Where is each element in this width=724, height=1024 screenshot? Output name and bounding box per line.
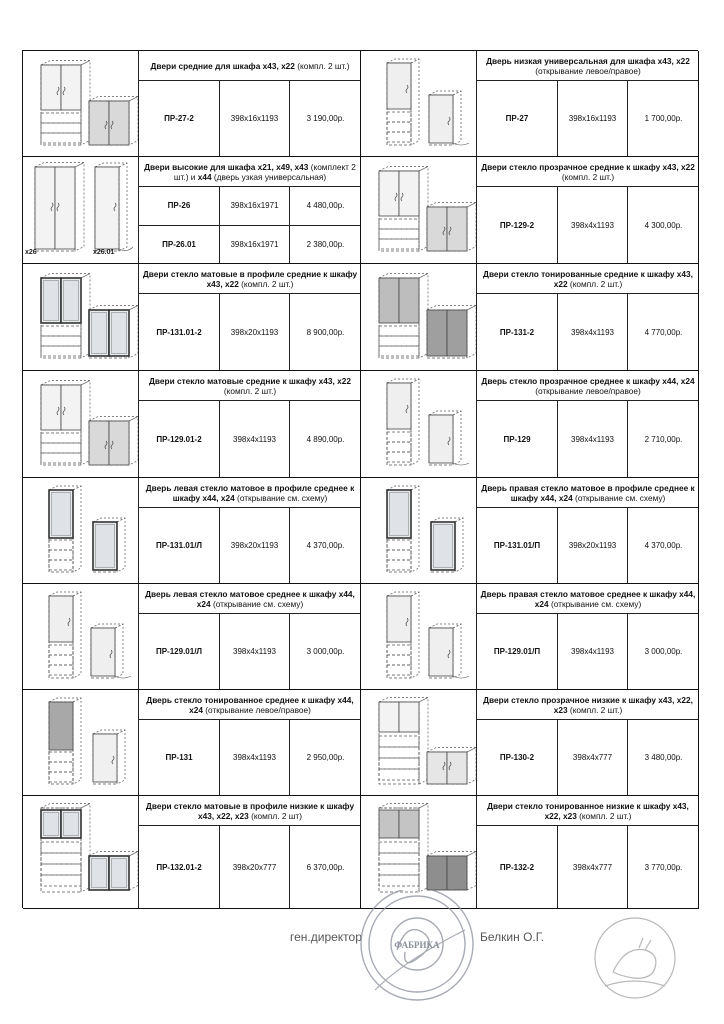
article-code: ПР-129.01/Л [155, 647, 203, 656]
article-code: ПР-131-2 [499, 327, 535, 337]
product-cell [361, 371, 699, 478]
price-row [477, 294, 699, 370]
price-row [139, 187, 361, 225]
article-code: ПР-132.01-2 [156, 862, 202, 872]
cabinet-illustration [361, 690, 477, 795]
cabinet-illustration [23, 584, 139, 689]
product-cell [361, 157, 699, 264]
price: 6 370,00р. [289, 826, 361, 908]
article-code: ПР-131.01-2 [156, 327, 202, 337]
product-title [139, 690, 361, 720]
title-note: (открывание см. схему) [548, 599, 642, 609]
dimensions: 398х4х1193 [557, 187, 627, 263]
price-row [477, 720, 699, 795]
title-main: Дверь низкая универсальная для шкафа х43, х22 [486, 55, 690, 66]
title-main: Двери стекло матовые в профиле низкие к шкафу х43, х22, х23 [145, 800, 355, 821]
product-cell [23, 478, 361, 584]
dimensions: 398х4х777 [557, 720, 627, 795]
title-note: (компл. 2 шт.) [223, 386, 277, 396]
article-code: ПР-131.01/Л [155, 541, 203, 550]
price-row [477, 508, 699, 583]
product-title [139, 584, 361, 614]
price: 2 380,00р. [289, 226, 361, 264]
title-main-2: х44 [197, 172, 212, 182]
dimensions: 398х20х1193 [557, 508, 627, 583]
title-note: (компл. 2 шт.) [561, 172, 615, 182]
cabinet-illustration [23, 796, 139, 902]
product-cell [361, 264, 699, 371]
title-main: Двери стекло прозрачное средние к шкафу х43, х22 [481, 161, 695, 172]
dimensions: 398х16х1971 [219, 187, 289, 225]
cabinet-illustration [361, 51, 477, 156]
title-main: Дверь левая стекло матовое в профиле среднее к шкафу х44, х24 [145, 482, 355, 503]
company-seal [345, 890, 495, 1022]
product-cell [361, 478, 699, 584]
price: 8 900,00р. [289, 294, 361, 370]
product-title [477, 584, 699, 614]
title-note: (компл. 2 шт.) [567, 705, 623, 715]
article-code: ПР-131 [165, 753, 193, 762]
cabinet-drawing [361, 264, 477, 370]
article-code: ПР-130-2 [499, 753, 535, 762]
dimensions: 398х16х1971 [219, 226, 289, 264]
price-row [477, 81, 699, 156]
cabinet-illustration [23, 478, 139, 583]
title-main: Двери стекло прозрачное низкие к шкафу х43, х22, х23 [483, 694, 693, 715]
product-cell [23, 690, 361, 796]
title-main: Двери стекло матовые средние к шкафу х43, х22 [149, 375, 351, 386]
dimensions: 398х4х1193 [219, 614, 289, 689]
cabinet-drawing [23, 584, 139, 689]
drawing-label: х26 [25, 249, 37, 256]
product-title [477, 796, 699, 826]
dimensions: 398х20х1193 [219, 294, 289, 370]
product-title [139, 478, 361, 508]
product-title [139, 796, 361, 826]
price-row [477, 614, 699, 689]
signature-name: Белкин О.Г. [480, 930, 545, 944]
cabinet-drawing [361, 51, 477, 156]
title-note: (компл. 2 шт.) [576, 811, 632, 821]
dimensions: 398х20х1193 [219, 508, 289, 583]
dimensions: 398х4х777 [557, 826, 627, 908]
product-cell [361, 584, 699, 690]
dimensions: 398х4х1193 [219, 720, 289, 795]
title-note: (открывание левое/правое) [535, 386, 641, 396]
price-row [139, 720, 361, 795]
footer [0, 890, 724, 1024]
cabinet-drawing [361, 478, 477, 583]
cabinet-illustration [23, 264, 139, 370]
article-code: ПР-27-2 [164, 114, 194, 123]
cabinet-drawing [23, 51, 139, 156]
product-title [477, 478, 699, 508]
product-title [477, 264, 699, 294]
cabinet-drawing [23, 157, 139, 263]
price: 1 700,00р. [627, 81, 699, 156]
cabinet-drawing [23, 371, 139, 477]
article-code: ПР-26 [167, 201, 191, 211]
title-note: (открывание см. схему) [234, 493, 328, 503]
cabinet-drawing [23, 478, 139, 583]
title-note-2: (дверь узкая универсальная) [211, 172, 327, 182]
dimensions: 398х16х1193 [557, 81, 627, 156]
cabinet-illustration [361, 478, 477, 583]
title-note: (комплект 2 шт.) и [173, 161, 356, 182]
cabinet-illustration [361, 796, 477, 902]
product-title [477, 157, 699, 187]
title-note: (компл. 2 шт.) [567, 279, 623, 289]
title-main: Двери стекло тонированное низкие к шкафу х43, х22, х23 [487, 800, 689, 821]
dimensions: 398х4х1193 [557, 614, 627, 689]
dimensions: 398х4х1193 [219, 401, 289, 477]
price: 3 190,00р. [289, 81, 361, 156]
article-code: ПР-26.01 [162, 239, 196, 249]
cabinet-drawing [23, 264, 139, 370]
price: 3 000,00р. [289, 614, 361, 689]
article-code: ПР-132-2 [499, 862, 535, 872]
price: 4 370,00р. [627, 508, 699, 583]
article-code: ПР-131.01/П [493, 541, 541, 550]
price: 3 000,00р. [627, 614, 699, 689]
price: 4 770,00р. [627, 294, 699, 370]
title-main: Дверь стекло тонированное среднее к шкафу х44, х24 [146, 694, 354, 715]
article-code: ПР-129.01-2 [156, 434, 202, 444]
product-title [139, 371, 361, 401]
cabinet-illustration [361, 157, 477, 263]
cabinet-illustration [23, 690, 139, 795]
product-title [139, 264, 361, 294]
cabinet-illustration [361, 371, 477, 477]
cabinet-illustration [23, 51, 139, 156]
signature-title: ген.директор [290, 930, 362, 944]
title-main: Дверь правая стекло матовое среднее к шкафу х44, х24 [480, 588, 696, 609]
price: 4 890,00р. [289, 401, 361, 477]
price-row [139, 401, 361, 477]
article-code: ПР-27 [505, 114, 529, 123]
cabinet-illustration [23, 157, 139, 263]
title-main: Дверь правая стекло матовое в профиле среднее к шкафу х44, х24 [481, 482, 695, 503]
price: 3 480,00р. [627, 720, 699, 795]
title-main: Двери высокие для шкафа х21, х49, х43 [144, 161, 309, 172]
title-main: Двери средние для шкафа х43, х22 [150, 60, 295, 71]
cabinet-drawing [361, 371, 477, 477]
product-title [477, 690, 699, 720]
product-cell [361, 690, 699, 796]
title-main: Двери стекло тонированные средние к шкафу х43, х22 [483, 268, 693, 289]
price-row [139, 294, 361, 370]
title-main: Двери стекло матовые в профиле средние к шкафу х43, х22 [142, 268, 358, 289]
svg-text:ФАБРИКА: ФАБРИКА [394, 940, 440, 950]
price: 2 710,00р. [627, 401, 699, 477]
product-title [477, 51, 699, 81]
price-row [139, 225, 361, 264]
price: 4 300,00р. [627, 187, 699, 263]
title-note: (компл. 2 шт) [248, 811, 302, 821]
product-cell [23, 371, 361, 478]
product-title [477, 371, 699, 401]
title-note: (компл. 2 шт.) [238, 279, 294, 289]
product-cell [23, 51, 361, 157]
product-title [139, 157, 361, 187]
article-code: ПР-129-2 [499, 220, 535, 230]
title-note: (компл. 2 шт.) [294, 60, 350, 71]
title-note: (открывание левое/правое) [535, 66, 641, 76]
title-main: Дверь левая стекло матовое среднее к шкафу х44, х24 [145, 588, 355, 609]
product-cell [361, 51, 699, 157]
title-note: (открывание см. схему) [210, 599, 304, 609]
title-main: Дверь стекло прозрачное среднее к шкафу х44, х24 [481, 375, 695, 386]
dimensions: 398х4х1193 [557, 294, 627, 370]
product-title [139, 51, 361, 81]
drawing-label: х26.01 [93, 249, 115, 256]
cabinet-illustration [361, 264, 477, 370]
logo-stamp [585, 910, 685, 1010]
cabinet-drawing [361, 690, 477, 795]
price-row [139, 81, 361, 156]
price: 3 770,00р. [627, 826, 699, 908]
price-table [22, 50, 698, 908]
price-row [139, 614, 361, 689]
cabinet-drawing [23, 690, 139, 795]
dimensions: 398х16х1193 [219, 81, 289, 156]
product-cell [23, 584, 361, 690]
article-code: ПР-129 [503, 434, 531, 444]
product-cell [23, 264, 361, 371]
price: 2 950,00р. [289, 720, 361, 795]
price: 4 480,00р. [289, 187, 361, 225]
dimensions: 398х20х777 [219, 826, 289, 908]
price-row [139, 508, 361, 583]
cabinet-drawing [361, 157, 477, 263]
dimensions: 398х4х1193 [557, 401, 627, 477]
product-cell [23, 157, 361, 264]
price: 4 370,00р. [289, 508, 361, 583]
price-row [477, 401, 699, 477]
title-note: (открывание левое/правое) [202, 705, 311, 715]
price-row [477, 187, 699, 263]
article-code: ПР-129.01/П [493, 647, 541, 656]
cabinet-drawing [361, 584, 477, 689]
cabinet-illustration [23, 371, 139, 477]
title-note: (открывание см. схему) [572, 493, 666, 503]
cabinet-illustration [361, 584, 477, 689]
